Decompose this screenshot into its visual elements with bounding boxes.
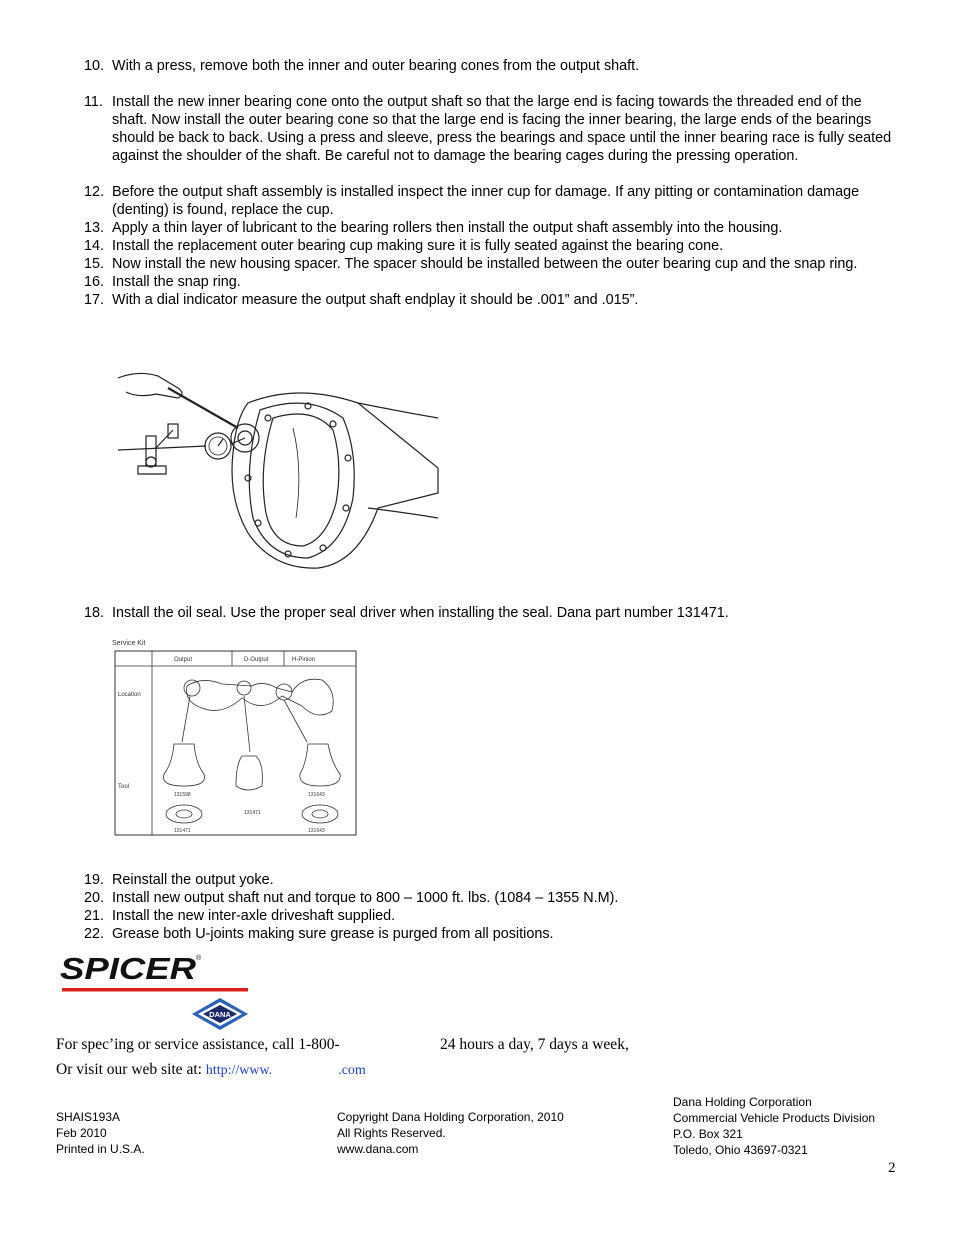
kit-column-output: Output [174, 657, 193, 663]
step-number: 22. [84, 926, 105, 942]
dana-logo [190, 997, 250, 1031]
step-item [84, 237, 894, 255]
step-item [84, 604, 894, 622]
kit-part-number: 131643 [308, 792, 325, 798]
step-number: 17. [84, 292, 105, 308]
kit-part-number: 131471 [174, 828, 191, 834]
spicer-wordmark: SPICER [60, 951, 197, 986]
po-box: P.O. Box 321 [673, 1127, 743, 1141]
website-link-start[interactable]: http://www. [205, 1063, 273, 1078]
service-kit-title: Service Kit [112, 640, 146, 647]
step-text: With a press, remove both the inner and outer bearing cones from the output shaft. [112, 58, 640, 74]
step-text: Before the output shaft assembly is installed inspect the inner cup for damage. If any pitting or contamination damage (denting) is found, replace the cup. [112, 184, 860, 218]
step-text: Apply a thin layer of lubricant to the bearing rollers then install the output shaft assembly into the housing. [112, 220, 783, 236]
step-number: 21. [84, 908, 105, 924]
division-name: Commercial Vehicle Products Division [673, 1111, 876, 1125]
rights-text: All Rights Reserved. [337, 1126, 446, 1140]
footer-website[interactable]: www.dana.com [337, 1142, 419, 1156]
printed-location: Printed in U.S.A. [56, 1142, 145, 1156]
document-id: SHAIS193A [56, 1110, 121, 1124]
footer-address [673, 1094, 875, 1158]
step-number: 18. [84, 605, 105, 621]
kit-row-location: Location [118, 692, 141, 698]
step-number: 20. [84, 890, 105, 906]
step-item [84, 871, 894, 889]
document-date: Feb 2010 [56, 1126, 107, 1140]
page-number: 2 [888, 1160, 896, 1176]
step-text: Install the new inter-axle driveshaft supplied. [112, 908, 396, 924]
service-hours-text: 24 hours a day, 7 days a week, [440, 1036, 629, 1053]
website-line [56, 1061, 366, 1079]
steps-section-18 [84, 604, 894, 622]
website-link-end[interactable]: .com [338, 1063, 366, 1078]
step-item [84, 291, 894, 309]
step-item [84, 219, 894, 237]
step-text: Install the new inner bearing cone onto the output shaft so that the large end is facing towards the threaded end of the shaft. Now install the outer bearing cone so that the large end is facing the inner bearing, the large ends of the bearings should be back to back. Using a press and sleeve, press the bearings and space until the inner bearing race is fully seated against the shoulder of the shaft. Be careful not to damage the bearing cages during the pressing operation. [112, 94, 892, 164]
copyright-text: Copyright Dana Holding Corporation, 2010 [337, 1110, 564, 1124]
step-number: 14. [84, 238, 105, 254]
step-number: 12. [84, 184, 105, 200]
registered-mark: ® [196, 955, 202, 962]
kit-column-d-output: D-Output [244, 657, 269, 663]
step-number: 11. [84, 94, 103, 110]
city-address: Toledo, Ohio 43697-0321 [673, 1143, 808, 1157]
kit-row-tool: Tool [118, 784, 130, 790]
step-text: Install new output shaft nut and torque to 800 – 1000 ft. lbs. (1084 – 1355 N.M). [112, 890, 619, 906]
service-kit-figure [112, 636, 358, 838]
step-text: Reinstall the output yoke. [112, 872, 274, 888]
steps-section-b [84, 871, 894, 943]
step-number: 16. [84, 274, 105, 290]
step-text: Install the replacement outer bearing cup making sure it is fully seated against the bearing cone. [112, 238, 724, 254]
step-text: Install the oil seal. Use the proper seal driver when installing the seal. Dana part number 131471. [112, 605, 729, 621]
step-text: Grease both U-joints making sure grease is purged from all positions. [112, 926, 554, 942]
step-text: Install the snap ring. [112, 274, 241, 290]
company-name: Dana Holding Corporation [673, 1095, 812, 1109]
step-number: 13. [84, 220, 105, 236]
step-number: 15. [84, 256, 105, 272]
step-text: Now install the new housing spacer. The spacer should be installed between the outer bearing cup and the snap ring. [112, 256, 858, 272]
step-item [84, 273, 894, 291]
dial-indicator-illustration [108, 358, 440, 580]
kit-part-number: 131643 [308, 828, 325, 834]
step-text: With a dial indicator measure the output shaft endplay it should be .001” and .015”. [112, 292, 639, 308]
footer-copyright [337, 1109, 564, 1157]
step-number: 10. [84, 58, 105, 74]
steps-section-a [84, 57, 894, 309]
kit-column-h-pinion: H-Pinion [292, 657, 316, 663]
service-assistance-text: For spec’ing or service assistance, call 1-800- [56, 1036, 340, 1053]
step-item [84, 907, 894, 925]
step-number: 19. [84, 872, 105, 888]
step-item [84, 93, 894, 165]
step-item [84, 889, 894, 907]
step-item [84, 183, 894, 219]
dana-wordmark: DANA [209, 1010, 231, 1019]
kit-part-number: 131598 [174, 792, 191, 798]
step-item [84, 255, 894, 273]
step-item [84, 57, 894, 75]
footer-document-info [56, 1109, 145, 1157]
kit-part-number: 131471 [244, 810, 261, 816]
step-item [84, 925, 894, 943]
website-label: Or visit our web site at: [56, 1061, 202, 1078]
